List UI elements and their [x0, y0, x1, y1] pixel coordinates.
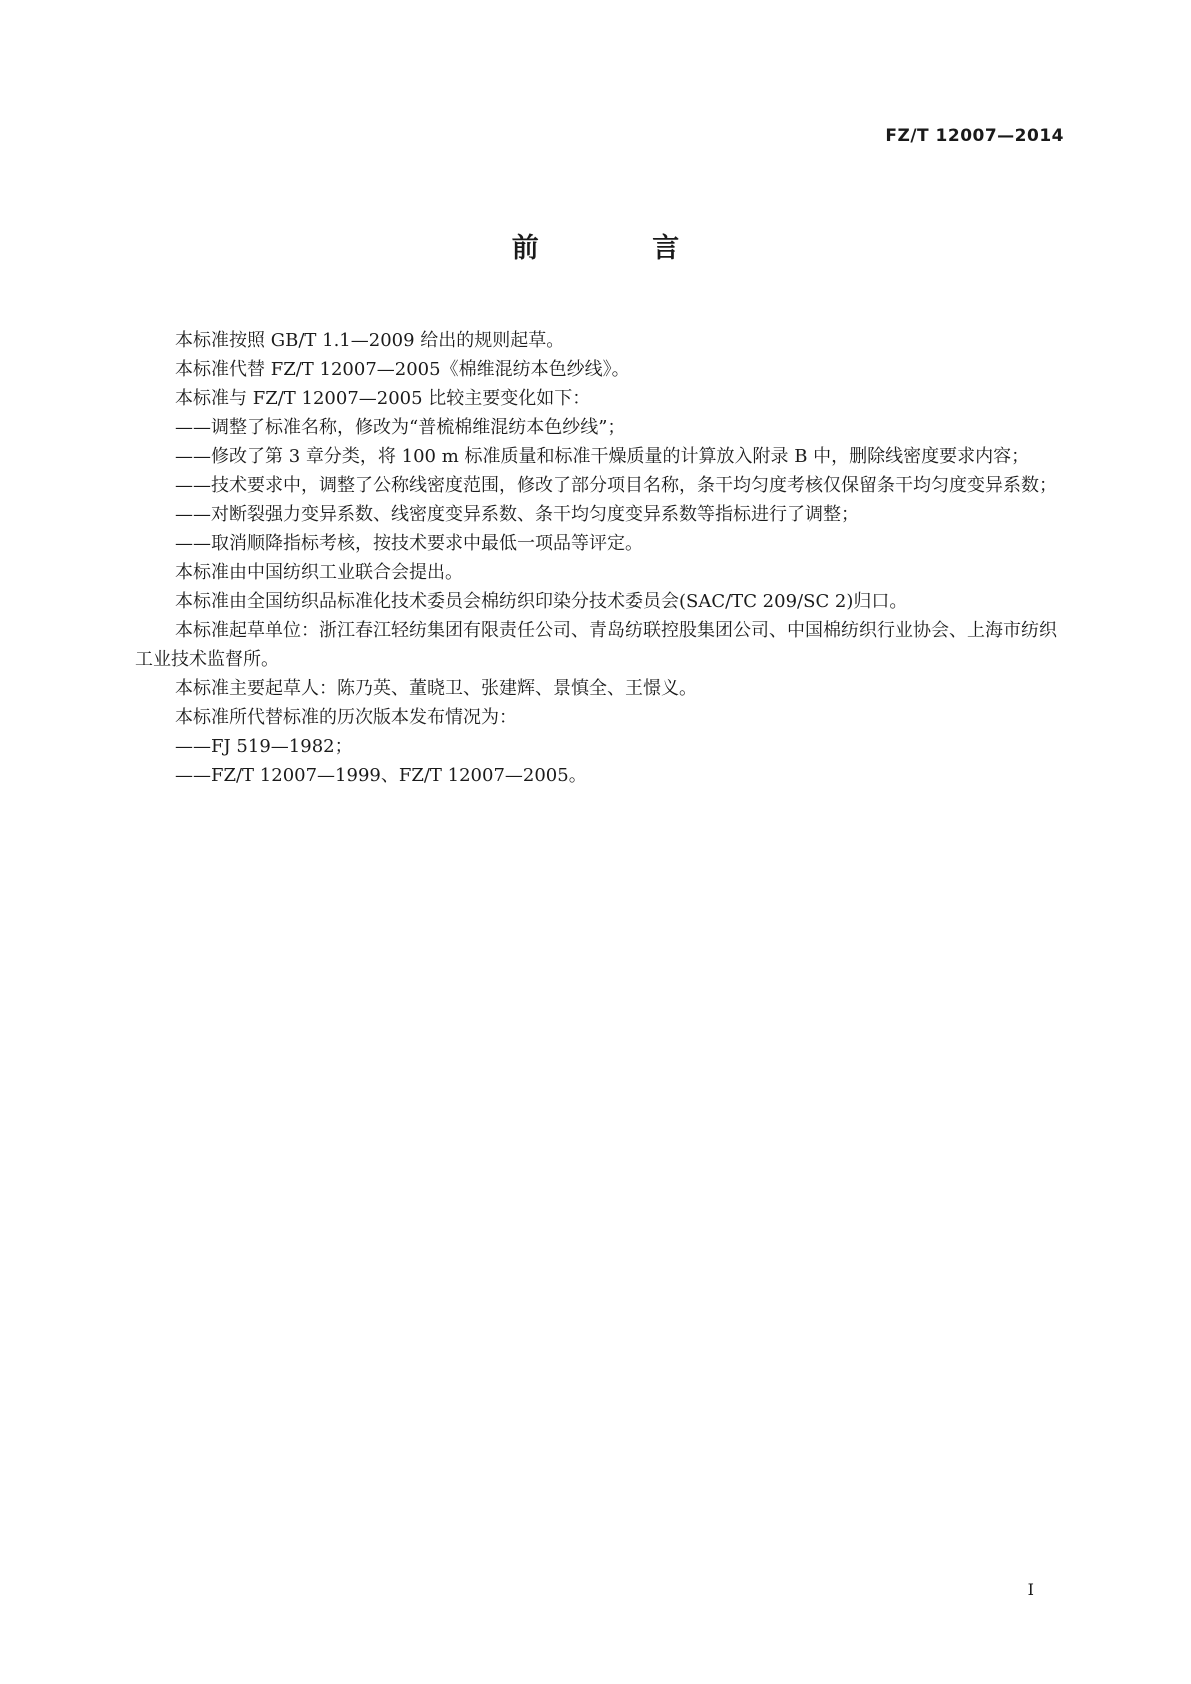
- history-item: ——FZ/T 12007—1999、FZ/T 12007—2005。: [175, 765, 587, 786]
- standard-code: FZ/T 12007—2014: [885, 126, 1064, 146]
- paragraph-history-intro: 本标准所代替标准的历次版本发布情况为：: [175, 707, 517, 728]
- document-body: [135, 326, 1070, 790]
- paragraph-drafters: 本标准主要起草人：陈乃英、董晓卫、张建辉、景慎全、王憬义。: [175, 678, 697, 699]
- change-item: ——修改了第 3 章分类，将 100 m 标准质量和标准干燥质量的计算放入附录 B 中，删除线密度要求内容；: [175, 446, 1030, 467]
- paragraph-drafting-units: 本标准起草单位：浙江春江轻纺集团有限责任公司、青岛纺联控股集团公司、中国棉纺织行业协会、上海市纺织工业技术监督所。: [135, 620, 1057, 670]
- page-number: I: [1027, 1580, 1034, 1599]
- change-item: ——取消顺降指标考核，按技术要求中最低一项品等评定。: [175, 533, 643, 554]
- paragraph-drafting-rules: 本标准按照 GB/T 1.1—2009 给出的规则起草。: [175, 330, 565, 351]
- page-title: 前 言: [511, 233, 732, 264]
- paragraph-replaces: 本标准代替 FZ/T 12007—2005《棉维混纺本色纱线》。: [175, 359, 630, 380]
- history-item: ——FJ 519—1982；: [175, 736, 353, 757]
- paragraph-proposed-by: 本标准由中国纺织工业联合会提出。: [175, 562, 463, 583]
- paragraph-changes-intro: 本标准与 FZ/T 12007—2005 比较主要变化如下：: [175, 388, 591, 409]
- change-item: ——技术要求中，调整了公称线密度范围，修改了部分项目名称，条干均匀度考核仅保留条干均匀度变异系数；: [175, 475, 1057, 496]
- paragraph-administered-by: 本标准由全国纺织品标准化技术委员会棉纺织印染分技术委员会(SAC/TC 209/SC 2)归口。: [175, 591, 908, 612]
- change-item: ——调整了标准名称，修改为“普梳棉维混纺本色纱线”；: [175, 417, 626, 438]
- change-item: ——对断裂强力变异系数、线密度变异系数、条干均匀度变异系数等指标进行了调整；: [175, 504, 859, 525]
